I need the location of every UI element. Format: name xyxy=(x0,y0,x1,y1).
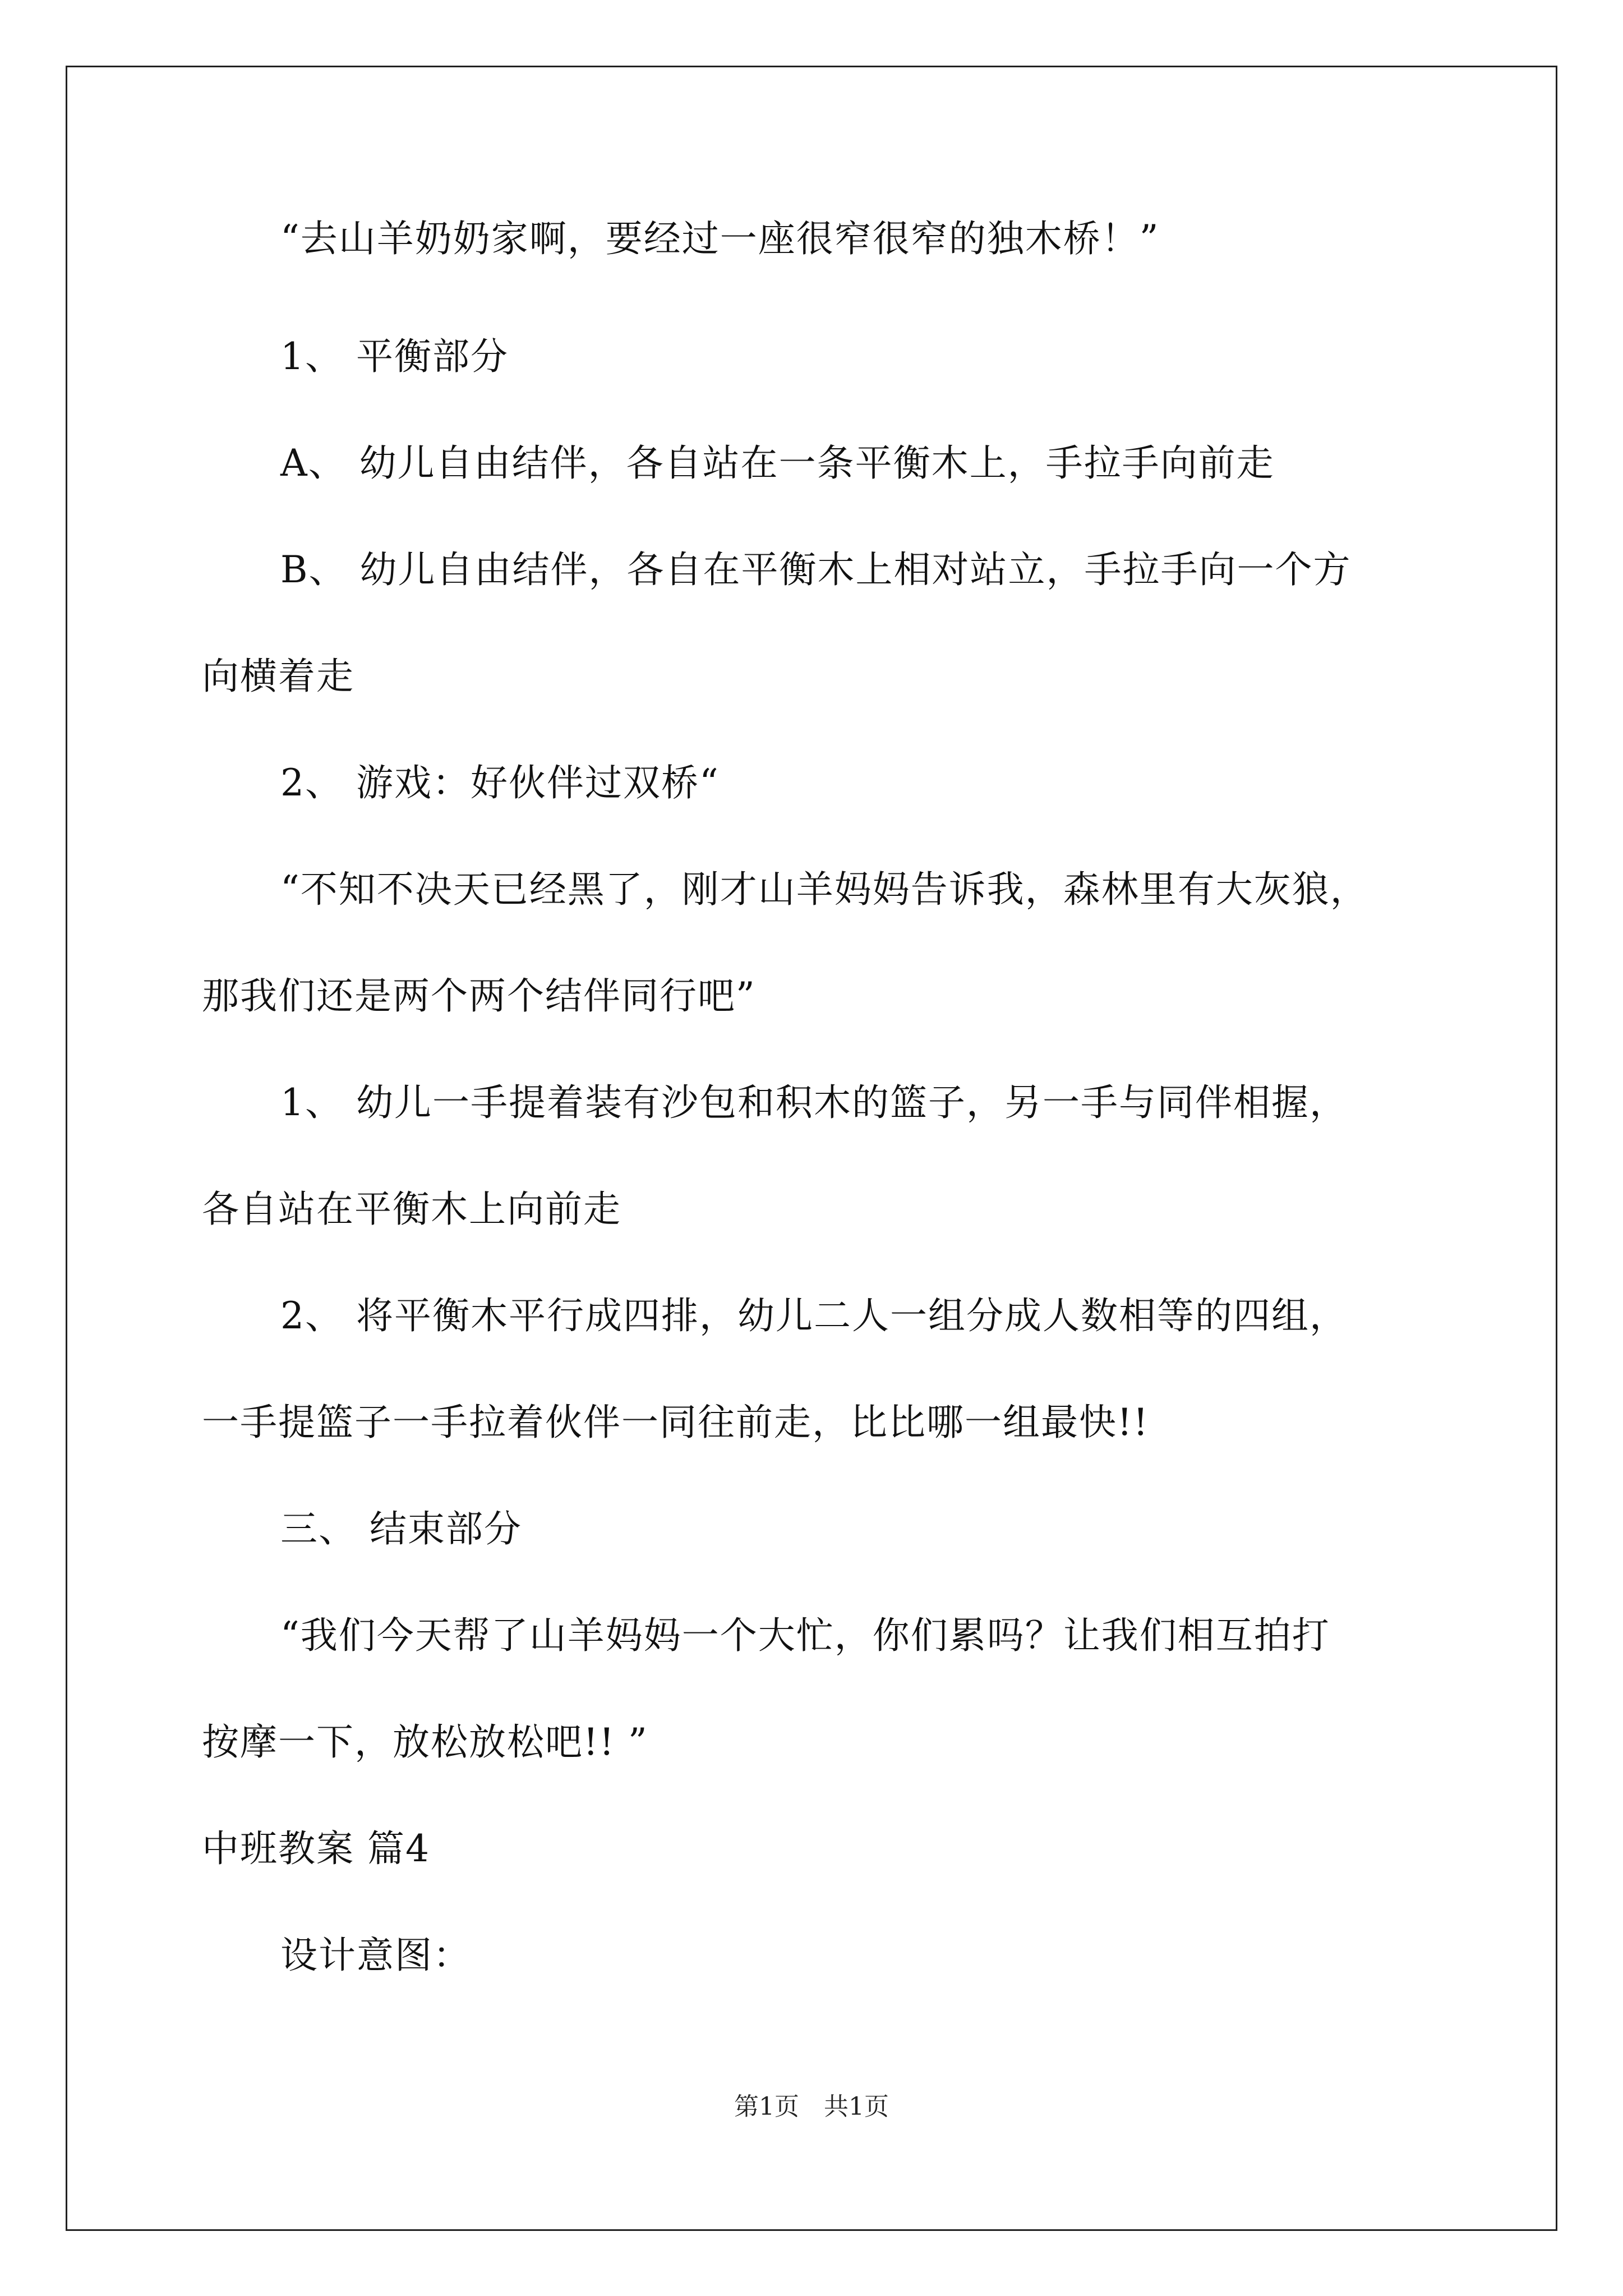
paragraph-line: 按摩一下，放松放松吧!! ” xyxy=(202,1720,648,1764)
paragraph-line: “不知不决天已经黑了，刚才山羊妈妈告诉我，森林里有大灰狼， xyxy=(280,868,1368,911)
page-border xyxy=(66,66,1557,2231)
paragraph-line: B、 幼儿自由结伴，各自在平衡木上相对站立，手拉手向一个方 xyxy=(280,548,1352,591)
paragraph-line: 向横着走 xyxy=(202,655,354,698)
paragraph-line: 1、 平衡部分 xyxy=(280,335,509,378)
paragraph-line: 2、 将平衡木平行成四排，幼儿二人一组分成人数相等的四组， xyxy=(280,1294,1348,1337)
section-heading: 三、 结束部分 xyxy=(280,1507,522,1550)
paragraph-line: 各自站在平衡木上向前走 xyxy=(202,1188,621,1231)
paragraph-line: A、 幼儿自由结伴，各自站在一条平衡木上，手拉手向前走 xyxy=(280,441,1275,485)
subsection-heading: 设计意图： xyxy=(280,1934,471,1977)
paragraph-line: “我们今天帮了山羊妈妈一个大忙，你们累吗？让我们相互拍打 xyxy=(280,1614,1330,1657)
chapter-title: 中班教案 篇4 xyxy=(202,1827,430,1870)
page-footer: 第1页 共1页 xyxy=(734,2092,889,2121)
paragraph-line: 2、 游戏：好伙伴过双桥“ xyxy=(280,761,720,804)
paragraph-line: “去山羊奶奶家啊，要经过一座很窄很窄的独木桥！” xyxy=(280,217,1160,260)
paragraph-line: 那我们还是两个两个结伴同行吧” xyxy=(202,974,756,1018)
paragraph-line: 一手提篮子一手拉着伙伴一同往前走，比比哪一组最快!! xyxy=(202,1401,1150,1444)
paragraph-line: 1、 幼儿一手提着装有沙包和积木的篮子，另一手与同伴相握， xyxy=(280,1081,1348,1124)
